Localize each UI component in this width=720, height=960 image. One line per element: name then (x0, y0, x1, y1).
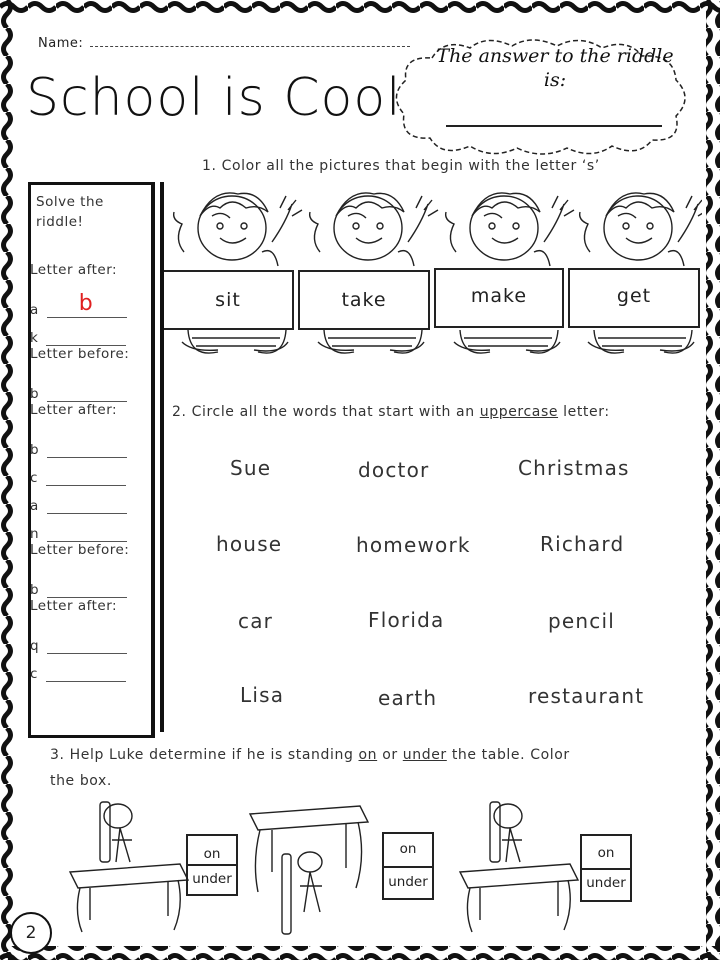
word-card[interactable]: take (298, 270, 430, 330)
on-box[interactable]: on (382, 832, 434, 868)
word-item[interactable]: Florida (368, 608, 445, 632)
riddle-box-divider (160, 182, 164, 732)
name-line (90, 46, 410, 47)
word-card[interactable]: make (434, 268, 564, 328)
answer-blank[interactable] (46, 667, 126, 682)
instruction-text: or (377, 747, 403, 763)
riddle-letter: b (30, 386, 40, 402)
riddle-group-label: Letter before: (30, 346, 130, 362)
riddle-letter: k (30, 330, 39, 346)
riddle-letter: b (30, 442, 40, 458)
riddle-rows (30, 262, 154, 682)
instruction-underlined: uppercase (479, 404, 559, 420)
answer-choice-group (382, 832, 434, 900)
instruction-underlined: under (402, 747, 447, 763)
word-item[interactable]: doctor (358, 458, 430, 482)
riddle-letter: a (30, 498, 39, 514)
on-box[interactable]: on (580, 834, 632, 870)
riddle-row[interactable] (30, 430, 154, 458)
answer-choice-group (186, 834, 238, 896)
filled-answer: b (78, 291, 94, 316)
instruction-underlined: on (358, 747, 378, 763)
word-item[interactable]: Richard (540, 532, 625, 556)
page-title: School is Cool (26, 68, 402, 128)
section2-instruction (172, 404, 610, 420)
answer-choice-group (580, 834, 632, 902)
answer-blank[interactable] (47, 499, 127, 514)
riddle-answer-line[interactable] (446, 125, 662, 127)
answer-blank[interactable] (47, 583, 127, 598)
answer-blank[interactable] (47, 527, 127, 542)
riddle-letter: a (30, 302, 39, 318)
answer-blank[interactable] (47, 639, 127, 654)
riddle-row[interactable] (30, 626, 154, 654)
word-item[interactable]: car (238, 609, 274, 633)
word-item[interactable]: Sue (230, 456, 272, 480)
word-item[interactable]: restaurant (528, 684, 645, 708)
riddle-letter: n (30, 526, 40, 542)
riddle-row[interactable] (30, 290, 154, 318)
word-item[interactable]: Christmas (518, 456, 630, 480)
word-item[interactable]: pencil (548, 609, 615, 633)
riddle-row[interactable] (30, 458, 154, 486)
riddle-row[interactable] (30, 374, 154, 402)
riddle-answer-prompt: The answer to the riddle is: (436, 45, 674, 91)
riddle-letter: c (30, 666, 38, 682)
word-item[interactable]: house (216, 532, 283, 556)
riddle-row[interactable] (30, 318, 154, 346)
on-box[interactable]: on (186, 834, 238, 866)
page-number-badge: 2 (10, 912, 52, 954)
riddle-letter: q (30, 638, 40, 654)
riddle-letter: b (30, 582, 40, 598)
instruction-text: 3. Help Luke determine if he is standing (50, 747, 359, 763)
answer-blank[interactable] (46, 331, 126, 346)
riddle-group-label: Letter after: (30, 402, 118, 418)
word-card[interactable]: sit (162, 270, 294, 330)
riddle-group-label: Letter before: (30, 542, 130, 558)
instruction-text: the table. Color (446, 747, 570, 763)
under-box[interactable]: under (186, 866, 238, 896)
word-item[interactable]: Lisa (240, 683, 285, 707)
answer-blank[interactable] (46, 471, 126, 486)
section3-instruction (50, 742, 690, 794)
instruction-text: letter: (558, 404, 610, 420)
riddle-content (34, 192, 146, 232)
word-item[interactable]: earth (378, 686, 438, 710)
riddle-heading: Solve the riddle! (36, 194, 104, 230)
answer-blank[interactable] (47, 291, 127, 318)
name-field[interactable] (38, 36, 410, 51)
word-item[interactable]: homework (356, 533, 471, 557)
riddle-group-label: Letter after: (30, 262, 118, 278)
instruction-text: 2. Circle all the words that start with an (172, 404, 480, 420)
riddle-group-label: Letter after: (30, 598, 118, 614)
instruction-text: the box. (50, 773, 112, 789)
name-label: Name: (38, 36, 84, 51)
under-box[interactable]: under (580, 870, 632, 902)
answer-blank[interactable] (47, 387, 127, 402)
riddle-row[interactable] (30, 514, 154, 542)
riddle-row[interactable] (30, 570, 154, 598)
answer-blank[interactable] (47, 443, 127, 458)
under-box[interactable]: under (382, 868, 434, 900)
riddle-row[interactable] (30, 486, 154, 514)
riddle-row[interactable] (30, 654, 154, 682)
word-card[interactable]: get (568, 268, 700, 328)
section1-instruction: 1. Color all the pictures that begin with the letter ‘s’ (202, 158, 600, 174)
riddle-letter: c (30, 470, 38, 486)
